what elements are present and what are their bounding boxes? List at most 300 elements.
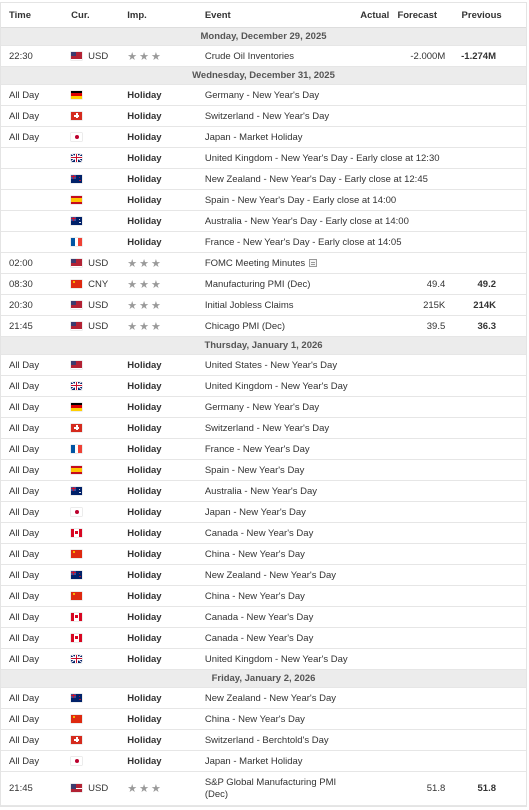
event-previous	[447, 85, 526, 106]
event-row[interactable]	[1, 607, 526, 628]
event-title[interactable]: Canada - New Year's Day	[204, 611, 314, 623]
event-name[interactable]	[201, 523, 344, 544]
event-importance	[126, 628, 201, 649]
event-previous	[447, 460, 526, 481]
event-actual	[344, 127, 390, 148]
event-name[interactable]	[201, 439, 344, 460]
event-name[interactable]	[201, 148, 440, 169]
event-importance	[126, 523, 201, 544]
event-importance	[126, 211, 201, 232]
event-previous	[447, 730, 526, 751]
event-name[interactable]	[201, 295, 344, 316]
event-row[interactable]	[1, 397, 526, 418]
event-name[interactable]	[201, 316, 344, 337]
event-currency	[64, 127, 126, 148]
event-row[interactable]	[1, 523, 526, 544]
header-importance[interactable]: Imp.	[126, 3, 201, 28]
header-event[interactable]: Event	[201, 3, 344, 28]
holiday-label: Holiday	[127, 380, 162, 392]
event-title[interactable]: Chicago PMI (Dec)	[204, 320, 286, 332]
event-name[interactable]	[201, 169, 428, 190]
event-currency	[64, 397, 126, 418]
event-title[interactable]: United Kingdom - New Year's Day - Early close at 12:30	[204, 152, 440, 164]
event-actual	[344, 751, 390, 772]
event-forecast	[389, 481, 447, 502]
event-previous	[447, 127, 526, 148]
event-title[interactable]: Manufacturing PMI (Dec)	[204, 278, 311, 290]
event-title[interactable]: New Zealand - New Year's Day - Early close at 12:45	[204, 173, 428, 185]
event-row[interactable]	[1, 586, 526, 607]
flag-us-icon	[71, 784, 82, 792]
event-forecast: -2.000M	[389, 46, 447, 67]
event-forecast	[389, 502, 447, 523]
event-previous	[447, 211, 526, 232]
header-actual[interactable]: Actual	[344, 3, 390, 28]
event-forecast	[389, 730, 447, 751]
event-previous	[447, 397, 526, 418]
event-title[interactable]: Spain - New Year's Day	[204, 464, 305, 476]
event-name[interactable]	[201, 544, 344, 565]
event-time: All Day	[1, 460, 64, 481]
event-actual	[344, 649, 390, 670]
event-actual	[344, 274, 390, 295]
date-header-row	[1, 67, 526, 85]
flag-ch-icon	[71, 112, 82, 120]
event-row[interactable]	[1, 418, 526, 439]
event-previous	[447, 376, 526, 397]
event-name[interactable]	[201, 565, 344, 586]
event-previous: 214K	[447, 295, 526, 316]
event-actual	[344, 355, 390, 376]
holiday-label: Holiday	[127, 506, 162, 518]
importance-stars-icon: ★★★	[127, 320, 163, 333]
event-time: All Day	[1, 127, 64, 148]
currency-code: USD	[88, 299, 109, 311]
event-row[interactable]	[1, 85, 526, 106]
event-actual	[344, 376, 390, 397]
event-previous	[447, 688, 526, 709]
header-forecast[interactable]: Forecast	[389, 3, 447, 28]
event-previous	[447, 628, 526, 649]
event-forecast	[389, 376, 447, 397]
flag-us-icon	[71, 361, 82, 369]
event-name[interactable]	[201, 607, 344, 628]
event-forecast	[389, 127, 447, 148]
event-importance	[126, 439, 201, 460]
flag-jp-icon	[71, 757, 82, 765]
event-time: All Day	[1, 397, 64, 418]
event-time	[1, 211, 64, 232]
holiday-label: Holiday	[127, 443, 162, 455]
event-forecast	[389, 709, 447, 730]
event-currency	[64, 565, 126, 586]
event-currency	[64, 148, 126, 169]
event-importance	[126, 376, 201, 397]
event-title[interactable]: Initial Jobless Claims	[204, 299, 294, 311]
date-label: Monday, December 29, 2025	[1, 28, 526, 46]
event-forecast	[389, 106, 447, 127]
flag-es-icon	[71, 466, 82, 474]
event-actual	[344, 295, 390, 316]
event-name[interactable]	[201, 46, 344, 67]
event-previous	[447, 355, 526, 376]
event-currency	[64, 772, 126, 806]
event-importance	[126, 355, 201, 376]
event-forecast	[389, 439, 447, 460]
event-previous	[447, 481, 526, 502]
event-currency	[64, 502, 126, 523]
event-currency	[64, 211, 126, 232]
event-previous	[447, 523, 526, 544]
event-row[interactable]	[1, 772, 526, 806]
event-title[interactable]: China - New Year's Day	[204, 548, 305, 560]
event-time: All Day	[1, 751, 64, 772]
event-title[interactable]: Australia - New Year's Day	[204, 485, 317, 497]
event-currency	[64, 586, 126, 607]
event-row[interactable]	[1, 751, 526, 772]
event-title[interactable]: France - New Year's Day	[204, 443, 310, 455]
event-row[interactable]	[1, 439, 526, 460]
event-title[interactable]: Canada - New Year's Day	[204, 632, 314, 644]
event-previous	[447, 649, 526, 670]
flag-ca-icon	[71, 613, 82, 621]
holiday-label: Holiday	[127, 611, 162, 623]
event-actual	[344, 85, 390, 106]
holiday-label: Holiday	[127, 401, 162, 413]
currency-code: USD	[88, 320, 109, 332]
event-currency	[64, 544, 126, 565]
event-name[interactable]	[201, 106, 344, 127]
event-row[interactable]	[1, 274, 526, 295]
event-row[interactable]	[1, 253, 526, 274]
header-currency[interactable]: Cur.	[64, 3, 126, 28]
event-name[interactable]	[201, 253, 344, 274]
event-row[interactable]	[1, 649, 526, 670]
header-time[interactable]: Time	[1, 3, 64, 28]
event-name[interactable]	[201, 649, 348, 670]
event-forecast	[389, 607, 447, 628]
event-importance	[126, 481, 201, 502]
event-name[interactable]	[201, 211, 409, 232]
event-time	[1, 169, 64, 190]
event-row[interactable]	[1, 106, 526, 127]
event-time: All Day	[1, 502, 64, 523]
event-importance	[126, 607, 201, 628]
event-forecast	[389, 544, 447, 565]
event-currency	[64, 481, 126, 502]
event-actual	[344, 316, 390, 337]
event-actual	[344, 688, 390, 709]
holiday-label: Holiday	[127, 89, 162, 101]
event-time: All Day	[1, 439, 64, 460]
flag-fr-icon	[71, 238, 82, 246]
holiday-label: Holiday	[127, 194, 162, 206]
flag-jp-icon	[71, 508, 82, 516]
event-currency	[64, 730, 126, 751]
event-time: 21:45	[1, 772, 64, 806]
event-title[interactable]: FOMC Meeting Minutes	[204, 257, 306, 269]
event-row[interactable]	[1, 169, 526, 190]
event-importance	[126, 460, 201, 481]
event-title[interactable]: Switzerland - New Year's Day	[204, 422, 330, 434]
event-previous	[447, 106, 526, 127]
flag-cn-icon	[71, 280, 82, 288]
event-previous	[447, 253, 526, 274]
event-row[interactable]	[1, 46, 526, 67]
holiday-label: Holiday	[127, 755, 162, 767]
event-currency	[64, 439, 126, 460]
event-actual	[344, 502, 390, 523]
event-row[interactable]	[1, 127, 526, 148]
event-title[interactable]: Australia - New Year's Day - Early close at 14:00	[204, 215, 409, 227]
event-name[interactable]	[201, 127, 344, 148]
event-row[interactable]	[1, 688, 526, 709]
holiday-label: Holiday	[127, 713, 162, 725]
event-title[interactable]: United Kingdom - New Year's Day	[204, 380, 348, 392]
event-row[interactable]	[1, 502, 526, 523]
importance-stars-icon: ★★★	[127, 278, 163, 291]
event-row[interactable]	[1, 376, 526, 397]
date-label: Friday, January 2, 2026	[1, 670, 526, 688]
event-title[interactable]: Switzerland - Berchtold's Day	[204, 734, 329, 746]
event-title[interactable]: Germany - New Year's Day	[204, 89, 320, 101]
event-title[interactable]: China - New Year's Day	[204, 590, 305, 602]
event-importance	[126, 418, 201, 439]
event-name[interactable]	[201, 586, 344, 607]
event-previous	[447, 148, 526, 169]
event-name[interactable]	[201, 688, 344, 709]
event-row[interactable]	[1, 232, 526, 253]
event-title[interactable]: Crude Oil Inventories	[204, 50, 295, 62]
holiday-label: Holiday	[127, 734, 162, 746]
event-title[interactable]: Germany - New Year's Day	[204, 401, 320, 413]
event-time: All Day	[1, 523, 64, 544]
event-forecast	[389, 460, 447, 481]
event-actual	[344, 46, 390, 67]
event-time: All Day	[1, 85, 64, 106]
flag-de-icon	[71, 403, 82, 411]
event-row[interactable]	[1, 481, 526, 502]
event-actual	[344, 772, 390, 806]
event-importance	[126, 709, 201, 730]
event-actual	[344, 565, 390, 586]
event-forecast	[389, 751, 447, 772]
holiday-label: Holiday	[127, 131, 162, 143]
event-actual	[344, 607, 390, 628]
event-previous	[447, 418, 526, 439]
flag-nz-icon	[71, 571, 82, 579]
event-title[interactable]: New Zealand - New Year's Day	[204, 692, 337, 704]
holiday-label: Holiday	[127, 653, 162, 665]
event-currency	[64, 607, 126, 628]
event-name[interactable]	[201, 418, 344, 439]
holiday-label: Holiday	[127, 173, 162, 185]
event-previous: 49.2	[447, 274, 526, 295]
event-importance	[126, 190, 201, 211]
event-actual	[344, 544, 390, 565]
event-time: All Day	[1, 418, 64, 439]
event-title[interactable]: United Kingdom - New Year's Day	[204, 653, 348, 665]
holiday-label: Holiday	[127, 632, 162, 644]
importance-stars-icon: ★★★	[127, 783, 163, 795]
event-row[interactable]	[1, 544, 526, 565]
event-time	[1, 148, 64, 169]
event-time: 02:00	[1, 253, 64, 274]
event-title[interactable]: Canada - New Year's Day	[204, 527, 314, 539]
header-previous[interactable]: Previous	[447, 3, 526, 28]
event-name[interactable]	[201, 85, 344, 106]
event-actual	[344, 418, 390, 439]
event-importance	[126, 730, 201, 751]
event-title[interactable]: Switzerland - New Year's Day	[204, 110, 330, 122]
event-importance	[126, 397, 201, 418]
holiday-label: Holiday	[127, 464, 162, 476]
event-title[interactable]: France - New Year's Day - Early close at 14:05	[204, 236, 402, 248]
event-previous	[447, 439, 526, 460]
event-actual	[344, 709, 390, 730]
holiday-label: Holiday	[127, 692, 162, 704]
event-time: All Day	[1, 106, 64, 127]
date-header-row	[1, 337, 526, 355]
event-importance	[126, 46, 201, 67]
event-currency	[64, 751, 126, 772]
event-name[interactable]	[201, 772, 344, 806]
event-actual	[344, 106, 390, 127]
event-currency	[64, 232, 126, 253]
event-row[interactable]	[1, 565, 526, 586]
event-forecast: 215K	[389, 295, 447, 316]
event-time: 22:30	[1, 46, 64, 67]
event-forecast	[389, 586, 447, 607]
event-importance	[126, 253, 201, 274]
event-title[interactable]: S&P Global Manufacturing PMI (Dec)	[204, 776, 337, 800]
event-importance	[126, 148, 201, 169]
event-previous	[447, 709, 526, 730]
event-name[interactable]	[201, 397, 344, 418]
event-name[interactable]	[201, 628, 344, 649]
event-title[interactable]: Japan - Market Holiday	[204, 755, 303, 767]
event-importance	[126, 688, 201, 709]
event-time	[1, 232, 64, 253]
event-currency	[64, 628, 126, 649]
event-name[interactable]	[201, 376, 348, 397]
event-importance	[126, 232, 201, 253]
event-currency	[64, 253, 126, 274]
event-row[interactable]	[1, 295, 526, 316]
event-time: 08:30	[1, 274, 64, 295]
event-row[interactable]	[1, 190, 526, 211]
event-previous	[447, 169, 526, 190]
event-name[interactable]	[201, 730, 344, 751]
event-title[interactable]: Japan - Market Holiday	[204, 131, 303, 143]
event-importance	[126, 772, 201, 806]
event-time: 21:45	[1, 316, 64, 337]
event-previous: 36.3	[447, 316, 526, 337]
currency-code: USD	[88, 50, 109, 62]
event-name[interactable]	[201, 232, 402, 253]
event-importance	[126, 295, 201, 316]
event-currency	[64, 460, 126, 481]
event-title[interactable]: Spain - New Year's Day - Early close at 14:00	[204, 194, 397, 206]
event-row[interactable]	[1, 148, 526, 169]
event-currency	[64, 190, 126, 211]
holiday-label: Holiday	[127, 215, 162, 227]
flag-cn-icon	[71, 550, 82, 558]
event-forecast	[389, 85, 447, 106]
event-currency	[64, 106, 126, 127]
event-name[interactable]	[201, 274, 344, 295]
event-importance	[126, 586, 201, 607]
event-title[interactable]: Japan - New Year's Day	[204, 506, 306, 518]
event-currency	[64, 85, 126, 106]
flag-cn-icon	[71, 715, 82, 723]
event-importance	[126, 274, 201, 295]
event-row[interactable]	[1, 709, 526, 730]
event-name[interactable]	[201, 502, 344, 523]
event-time: All Day	[1, 628, 64, 649]
flag-gb-icon	[71, 382, 82, 390]
event-currency	[64, 649, 126, 670]
event-forecast	[389, 190, 447, 211]
event-previous	[447, 565, 526, 586]
event-currency	[64, 46, 126, 67]
date-label: Thursday, January 1, 2026	[1, 337, 526, 355]
event-row[interactable]	[1, 628, 526, 649]
event-time: All Day	[1, 730, 64, 751]
event-time: All Day	[1, 586, 64, 607]
flag-cn-icon	[71, 592, 82, 600]
event-time: All Day	[1, 565, 64, 586]
event-previous	[447, 544, 526, 565]
event-currency	[64, 169, 126, 190]
event-row[interactable]	[1, 730, 526, 751]
holiday-label: Holiday	[127, 236, 162, 248]
event-forecast	[389, 355, 447, 376]
event-actual	[344, 460, 390, 481]
event-row[interactable]	[1, 355, 526, 376]
event-time: All Day	[1, 688, 64, 709]
event-currency	[64, 355, 126, 376]
flag-ca-icon	[71, 529, 82, 537]
event-previous: 51.8	[447, 772, 526, 806]
event-time: All Day	[1, 709, 64, 730]
event-name[interactable]	[201, 190, 397, 211]
header-row	[1, 3, 526, 28]
event-forecast: 39.5	[389, 316, 447, 337]
event-actual	[344, 481, 390, 502]
event-name[interactable]	[201, 751, 344, 772]
event-row[interactable]	[1, 211, 526, 232]
flag-au-icon	[71, 487, 82, 495]
event-actual	[344, 628, 390, 649]
holiday-label: Holiday	[127, 569, 162, 581]
event-time: All Day	[1, 607, 64, 628]
document-icon[interactable]	[309, 259, 317, 267]
flag-ca-icon	[71, 634, 82, 642]
event-title[interactable]: United States - New Year's Day	[204, 359, 338, 371]
event-actual	[344, 397, 390, 418]
event-row[interactable]	[1, 460, 526, 481]
event-currency	[64, 688, 126, 709]
event-currency	[64, 418, 126, 439]
event-row[interactable]	[1, 316, 526, 337]
event-name[interactable]	[201, 481, 344, 502]
event-name[interactable]	[201, 460, 344, 481]
event-title[interactable]: China - New Year's Day	[204, 713, 305, 725]
event-name[interactable]	[201, 709, 344, 730]
event-title[interactable]: New Zealand - New Year's Day	[204, 569, 337, 581]
event-name[interactable]	[201, 355, 344, 376]
